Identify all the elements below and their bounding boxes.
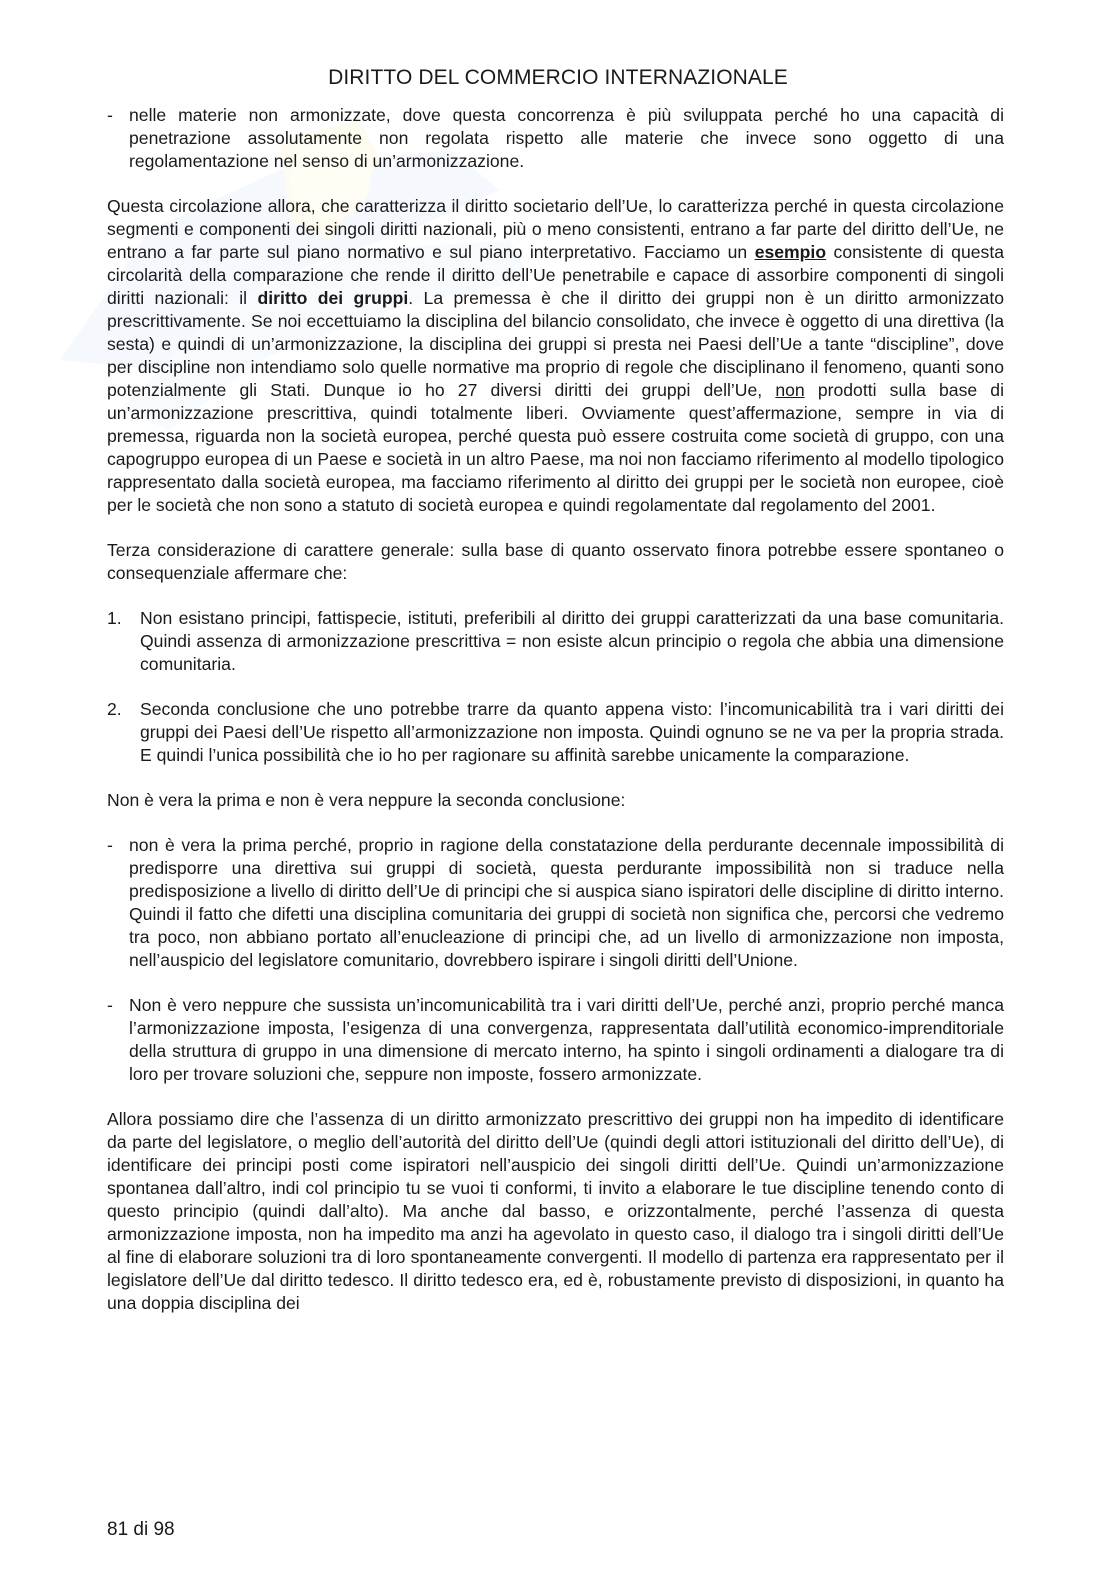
emphasis-diritto-dei-gruppi: diritto dei gruppi [257, 288, 409, 308]
number-marker: 1. [107, 608, 122, 628]
emphasis-esempio: esempio [754, 242, 827, 262]
dash-marker: - [107, 835, 113, 855]
bullet-item [107, 834, 1004, 972]
paragraph-gruppi: Questa circolazione allora, che caratterizza il diritto societario dell’Ue, lo caratterizza perché in questa circolazione segmenti e componenti dei singoli diritti nazionali, più o meno consistenti, entrano a far parte del diritto dell’Ue, ne entrano a far parte sul piano normativo e sul piano interpretativo. Facciamo un esempio consistente di questa circolarità della comparazione che rende il diritto dell’Ue penetrabile e capace di assorbire componenti di singoli diritti nazionali: il diritto dei gruppi. La premessa è che il diritto dei gruppi non è un diritto armonizzato prescrittivamente. Se noi eccettuiamo la disciplina del bilancio consolidato, che invece è oggetto di una direttiva (la sesta) e quindi di un’armonizzazione, la disciplina dei gruppi si presta nei Paesi dell’Ue a tante “discipline”, dove per discipline non intendiamo solo quelle normative ma proprio di regole che disciplinano il fenomeno, quanti sono potenzialmente gli Stati. Dunque io ho 27 diversi diritti dei gruppi dell’Ue, non prodotti sulla base di un’armonizzazione prescrittiva, quindi totalmente liberi. Ovviamente quest’affermazione, sempre in via di premessa, riguarda non la società europea, perché questa può essere costruita come società di gruppo, con una capogruppo europea di un Paese e società in un altro Paese, ma noi non facciamo riferimento al modello tipologico rappresentato dalla società europea, ma facciamo riferimento al diritto dei gruppi per le società non europee, cioè per le società che non sono a statuto di società europea e quindi regolamentate dal regolamento del 2001. [107, 196, 1004, 515]
paragraph-terza-considerazione: Terza considerazione di carattere generale: sulla base di quanto osservato finora potrebbe essere spontaneo o consequenziale affermare che: [107, 540, 1004, 583]
page-number: 81 di 98 [107, 1519, 175, 1540]
paragraph-final: Allora possiamo dire che l’assenza di un diritto armonizzato prescrittivo dei gruppi non ha impedito di identificare da parte del legislatore, o meglio dell’autorità del diritto dell’Ue (quindi degli attori istituzionali del diritto dell’Ue), di identificare dei principi posti come ispiratori nell’auspicio dei singoli diritti dell’Ue. Quindi un’armonizzazione spontanea dall’altro, indi col principio tu se vuoi ti conformi, ti invito a elaborare le tue discipline tenendo conto di questo principio (quindi dall’alto). Ma anche dal basso, e orizzontalmente, perché l’assenza di questa armonizzazione imposta, non ha impedito ma anzi ha agevolato in questo caso, il dialogo tra i singoli diritti dell’Ue al fine di elaborare soluzioni tra di loro spontaneamente convergenti. Il modello di partenza era rappresentato per il legislatore dell’Ue dal diritto tedesco. Il diritto tedesco era, ed è, robustamente previsto di disposizioni, in quanto ha una doppia disciplina dei [107, 1109, 1004, 1313]
bullet-item [107, 994, 1004, 1086]
page-header: DIRITTO DEL COMMERCIO INTERNAZIONALE [328, 66, 788, 89]
numbered-item [107, 607, 1004, 676]
document-body [107, 104, 1004, 1337]
bullet-text: non è vera la prima perché, proprio in ragione della constatazione della perdurante decennale impossibilità di predisporre una direttiva sui gruppi di società, questa perdurante impossibilità non si traduce nella predisposizione a livello di diritto dell’Ue di principi che si auspica siano ispiratori delle discipline di diritto interno. Quindi il fatto che difetti una disciplina comunitaria dei gruppi di società non significa che, percorsi che vedremo tra poco, non abbiano portato all’enucleazione di principi che, ad un livello di armonizzazione non imposta, nell’auspicio del legislatore comunitario, dovrebbero ispirare i singoli diritti dell’Unione. [129, 835, 1004, 970]
paragraph-conclusione: Non è vera la prima e non è vera neppure la seconda conclusione: [107, 790, 626, 810]
numbered-item [107, 698, 1004, 767]
bullet-item [107, 104, 1004, 173]
dash-marker: - [107, 995, 113, 1015]
bullet-text: Non è vero neppure che sussista un’incomunicabilità tra i vari diritti dell’Ue, perché anzi, proprio perché manca l’armonizzazione imposta, l’esigenza di una convergenza, rappresentata dall’utilità economico-imprenditoriale della struttura di gruppo in una dimensione di mercato interno, ha spinto i singoli ordinamenti a dialogare tra di loro per trovare soluzioni che, seppure non imposte, fossero armonizzate. [129, 995, 1004, 1084]
bullet-text: nelle materie non armonizzate, dove questa concorrenza è più sviluppata perché ho una capacità di penetrazione assolutamente non regolata rispetto alle materie che invece sono oggetto di una regolamentazione nel senso di un’armonizzazione. [129, 105, 1004, 171]
numbered-text: Non esistano principi, fattispecie, istituti, preferibili al diritto dei gruppi caratterizzati da una base comunitaria. Quindi assenza di armonizzazione prescrittiva = non esiste alcun principio o regola che abbia una dimensione comunitaria. [140, 608, 1004, 674]
number-marker: 2. [107, 699, 122, 719]
numbered-text: Seconda conclusione che uno potrebbe trarre da quanto appena visto: l’incomunicabilità tra i vari diritti dei gruppi dei Paesi dell’Ue rispetto all’armonizzazione non imposta. Quindi ognuno se ne va per la propria strada. E quindi l’unica possibilità che io ho per ragionare su affinità sarebbe unicamente la comparazione. [140, 699, 1004, 765]
dash-marker: - [107, 105, 113, 125]
emphasis-non: non [775, 380, 805, 400]
